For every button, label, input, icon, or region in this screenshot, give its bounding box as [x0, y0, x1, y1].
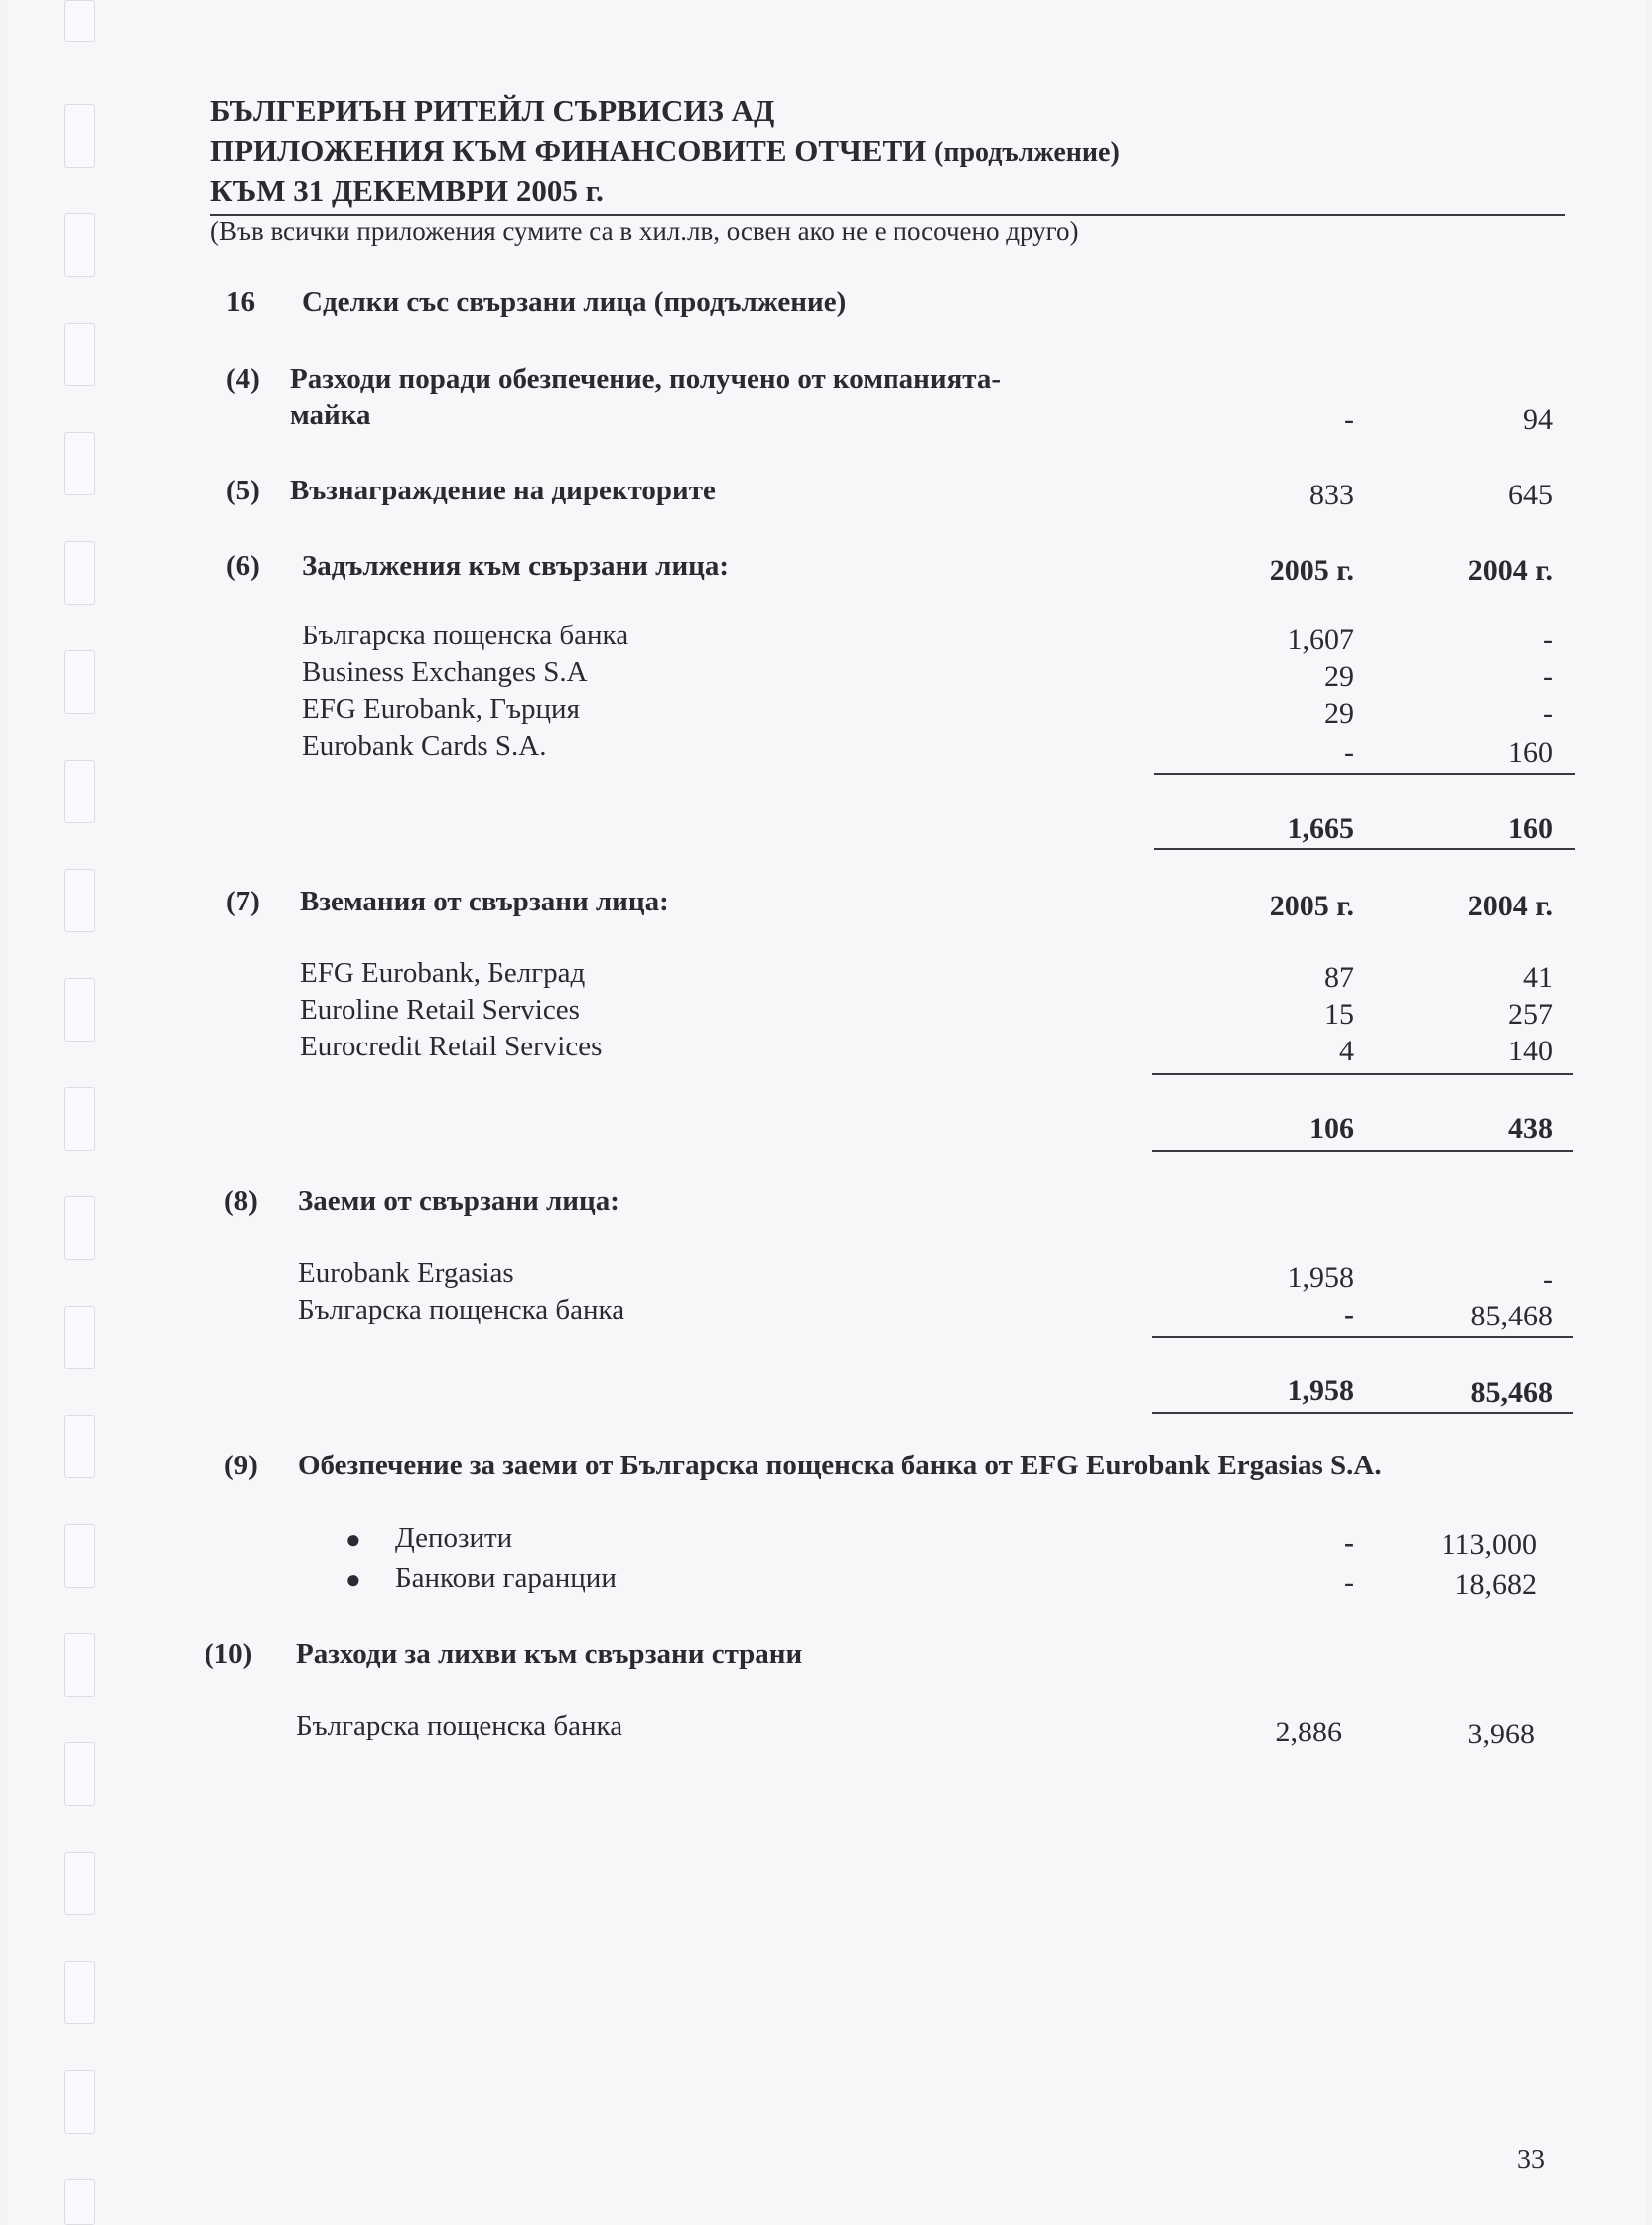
item-6-row-name: EFG Eurobank, Гърция — [302, 693, 580, 725]
item-6-total-2004: 160 — [1508, 812, 1553, 845]
binder-hole-icon — [64, 323, 95, 386]
item-7-total-2004: 438 — [1508, 1112, 1553, 1145]
item-8-row-name: Eurobank Ergasias — [298, 1257, 514, 1289]
item-10-label: Разходи за лихви към свързани страни — [296, 1638, 803, 1670]
report-date: КЪМ 31 ДЕКЕМВРИ 2005 г. — [210, 173, 604, 208]
binder-hole-icon — [64, 978, 95, 1042]
item-6-row-2004: - — [1543, 697, 1553, 730]
item-8-row-2005: - — [1344, 1298, 1354, 1330]
binder-hole-icon — [64, 432, 95, 495]
item-9-row-name: Банкови гаранции — [395, 1562, 617, 1594]
item-8-row-2004: - — [1543, 1263, 1553, 1296]
item-8-row-name: Българска пощенска банка — [298, 1294, 625, 1325]
section-title: Сделки със свързани лица (продължение) — [302, 286, 847, 318]
item-7-row-name: Eurocredit Retail Services — [300, 1031, 603, 1062]
item-6-total-2005: 1,665 — [1287, 812, 1354, 845]
item-9-row-2004: 113,000 — [1441, 1528, 1537, 1561]
binder-hole-icon — [64, 760, 95, 823]
item-7-row-name: EFG Eurobank, Белград — [300, 957, 586, 989]
amounts-note: (Във всички приложения сумите са в хил.лв, освен ако не е посочено друго) — [210, 216, 1079, 246]
binder-hole-icon — [64, 1852, 95, 1915]
item-7-row-2004: 41 — [1523, 961, 1553, 994]
item-6-col-2005: 2005 г. — [1269, 554, 1354, 587]
bullet-icon: ● — [345, 1525, 361, 1554]
binder-hole-icon — [64, 869, 95, 932]
item-7-number: (7) — [226, 886, 260, 917]
item-5-number: (5) — [226, 475, 260, 506]
item-8-total-2005: 1,958 — [1287, 1374, 1354, 1407]
item-9-label: Обезпечение за заеми от Българска пощенска банка от EFG Eurobank Ergasias S.A. — [298, 1450, 1382, 1481]
item-8-label: Заеми от свързани лица: — [298, 1185, 620, 1217]
section-number: 16 — [226, 286, 255, 318]
item-9-row-name: Депозити — [395, 1522, 513, 1554]
item-7-row-2005: 15 — [1324, 998, 1354, 1031]
item-8-row-2004: 85,468 — [1470, 1300, 1553, 1332]
binder-hole-icon — [64, 1087, 95, 1151]
item-6-col-2004: 2004 г. — [1467, 554, 1553, 587]
binder-hole-icon — [64, 2179, 95, 2225]
item-7-row-2005: 87 — [1324, 961, 1354, 994]
document-page — [8, 0, 1646, 2225]
item-7-row-2004: 140 — [1508, 1035, 1553, 1067]
binder-holes — [64, 0, 95, 2225]
item-4-label-line1: Разходи поради обезпечение, получено от компанията- — [290, 363, 1002, 395]
item-6-row-name: Business Exchanges S.A — [302, 656, 588, 688]
report-title-suffix: (продължение) — [934, 137, 1120, 168]
binder-hole-icon — [64, 2070, 95, 2134]
item-7-label: Вземания от свързани лица: — [300, 886, 669, 917]
item-6-label: Задължения към свързани лица: — [302, 550, 730, 582]
item-7-row-name: Euroline Retail Services — [300, 994, 580, 1026]
bullet-icon: ● — [345, 1565, 361, 1594]
item-7-total-2005: 106 — [1309, 1112, 1354, 1145]
page-number: 33 — [1517, 2145, 1545, 2175]
total-rule — [1152, 1150, 1573, 1152]
binder-hole-icon — [64, 104, 95, 168]
item-10-row-2004: 3,968 — [1467, 1718, 1535, 1750]
total-rule — [1154, 848, 1575, 850]
item-6-row-2004: 160 — [1508, 736, 1553, 768]
item-6-row-2005: - — [1344, 736, 1354, 768]
item-6-row-2005: 1,607 — [1287, 624, 1354, 656]
subtotal-rule — [1152, 1336, 1573, 1338]
report-title-main: ПРИЛОЖЕНИЯ КЪМ ФИНАНСОВИТЕ ОТЧЕТИ — [210, 133, 927, 168]
company-name: БЪЛГЕРИЪН РИТЕЙЛ СЪРВИСИЗ АД — [210, 93, 775, 128]
binder-hole-icon — [64, 0, 95, 42]
binder-hole-icon — [64, 213, 95, 277]
item-8-row-2005: 1,958 — [1287, 1261, 1354, 1294]
item-7-col-2004: 2004 г. — [1467, 890, 1553, 922]
item-4-value-2005: - — [1344, 403, 1354, 436]
report-title — [210, 133, 1120, 169]
binder-hole-icon — [64, 541, 95, 605]
binder-hole-icon — [64, 1524, 95, 1588]
item-8-total-2004: 85,468 — [1470, 1376, 1553, 1409]
item-5-label: Възнаграждение на директорите — [290, 475, 716, 506]
subtotal-rule — [1154, 773, 1575, 775]
item-6-row-2005: 29 — [1324, 697, 1354, 730]
item-9-row-2004: 18,682 — [1454, 1568, 1537, 1600]
item-9-row-2005: - — [1344, 1526, 1354, 1559]
binder-hole-icon — [64, 1742, 95, 1806]
binder-hole-icon — [64, 1306, 95, 1369]
item-6-row-2004: - — [1543, 624, 1553, 656]
item-6-row-name: Българска пощенска банка — [302, 620, 629, 651]
subtotal-rule — [1152, 1073, 1573, 1075]
item-9-row-2005: - — [1344, 1566, 1354, 1599]
binder-hole-icon — [64, 1196, 95, 1260]
item-10-number: (10) — [205, 1638, 253, 1670]
binder-hole-icon — [64, 1415, 95, 1478]
item-7-row-2004: 257 — [1508, 998, 1553, 1031]
total-rule — [1152, 1412, 1573, 1414]
item-6-row-name: Eurobank Cards S.A. — [302, 730, 547, 762]
item-7-col-2005: 2005 г. — [1269, 890, 1354, 922]
item-7-row-2005: 4 — [1339, 1035, 1354, 1067]
item-6-number: (6) — [226, 550, 260, 582]
item-8-number: (8) — [224, 1185, 258, 1217]
binder-hole-icon — [64, 1633, 95, 1697]
item-4-value-2004: 94 — [1523, 403, 1553, 436]
item-4-label-line2: майка — [290, 399, 371, 431]
binder-hole-icon — [64, 650, 95, 714]
item-5-value-2005: 833 — [1309, 479, 1354, 511]
item-6-row-2005: 29 — [1324, 660, 1354, 693]
item-4-number: (4) — [226, 363, 260, 395]
item-5-value-2004: 645 — [1508, 479, 1553, 511]
binder-hole-icon — [64, 1961, 95, 2024]
item-10-row-name: Българска пощенска банка — [296, 1710, 623, 1741]
item-10-row-2005: 2,886 — [1275, 1716, 1342, 1748]
item-6-row-2004: - — [1543, 660, 1553, 693]
item-9-number: (9) — [224, 1450, 258, 1481]
